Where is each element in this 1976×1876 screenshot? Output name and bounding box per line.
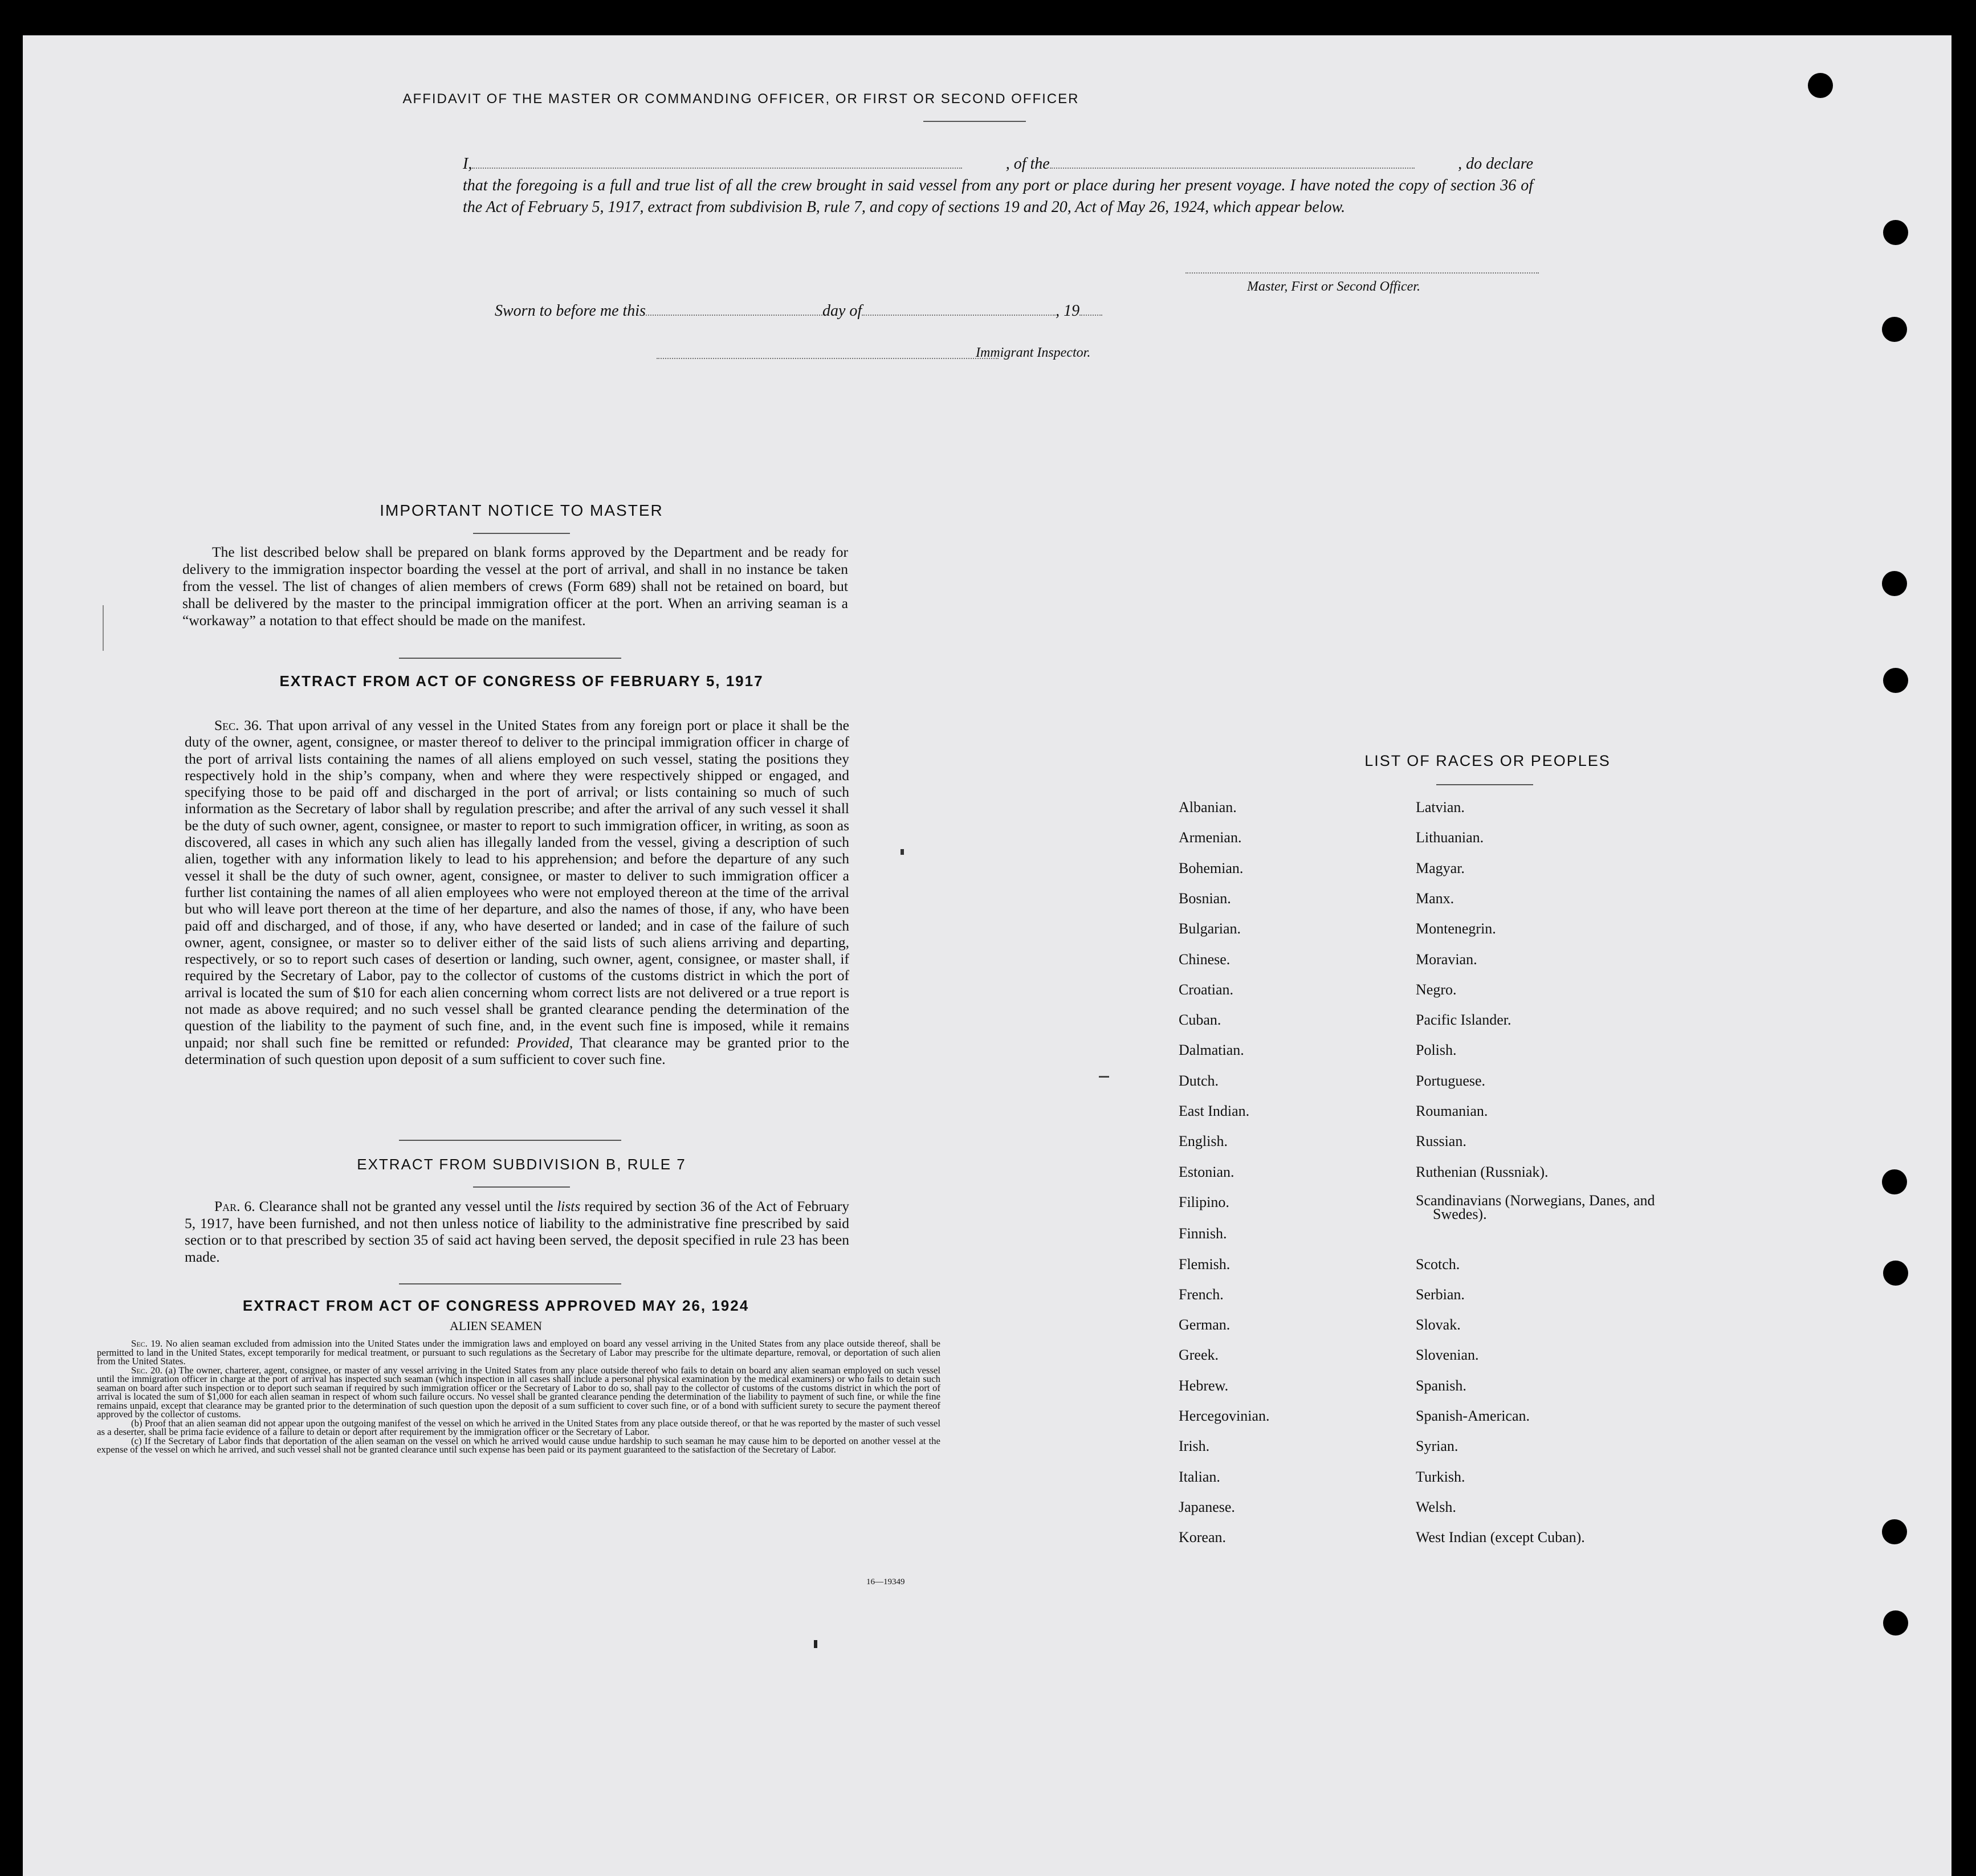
year-blank[interactable] <box>1079 315 1102 316</box>
extract-1917-title: EXTRACT FROM ACT OF CONGRESS OF FEBRUARY 5, 1917 <box>279 672 764 690</box>
sworn-line <box>495 302 1102 320</box>
binder-hole <box>1882 1169 1907 1194</box>
binder-hole <box>1883 1610 1908 1636</box>
sworn-label: Sworn to before me this <box>495 302 646 320</box>
of-the-label: , of the <box>1005 155 1050 173</box>
notice-body: The list described below shall be prepared on blank forms approved by the Department and be ready for delivery to the immigration inspector boarding the vessel at the port of arrival, and shall in no instance be taken from the vessel. The list of changes of alien members of crews (Form 689) shall not be retained on board, but shall be delivered by the master to the principal immigration officer at the port. When an arriving seaman is a “workaway” a notation to that effect should be made on the manifest. <box>182 544 848 629</box>
race-item: Bulgarian. <box>1179 920 1241 937</box>
race-item: Negro. <box>1416 981 1457 998</box>
race-item: Cuban. <box>1179 1012 1221 1029</box>
section-36-body: That upon arrival of any vessel in the United States from any foreign port or place it shall be the duty of the owner, agent, consignee, or master thereof to deliver to the principal immigration officer in charge of the port of arrival lists containing the names of all aliens employed on such vessel, stating the positions they respectively hold in the ship’s company, when and where they were respectively shipped or engaged, and specifying those to be paid off and discharged in the port of arrival; or lists containing so much of such information as the Secretary of labor shall by regulation prescribe; and after the arrival of any such vessel it shall be the duty of such owner, agent, consignee, or master to report to such immigration officer, in writing, as soon as discovered, all cases in which any such alien has illegally landed from the vessel, giving a description of such alien, together with any information likely to lead to his apprehension; and before the departure of any such vessel it shall be the duty of such owner, agent, consignee, or master to deliver to such immigration officer a further list containing the names of all alien employees who were not employed thereon at the time of the arrival but who will leave port thereon at the time of her departure, and also the names of those, if any, who have been paid off and discharged, and of those, if any, who have deserted or landed; and in case of the failure of such owner, agent, consignee, or master so to deliver either of the said lists of such aliens arriving and departing, respectively, or so to report such cases of desertion or landing, such owner, agent, consignee, or master shall, if required by the Secretary of Labor, pay to the collector of customs of the customs district in which the port of arrival is located the sum of $10 for each alien concerning whom correct lists are not delivered or a true report is not made as above required; and no such vessel shall be granted clearance pending the determination of the question of the liability to the payment of such fine, and, in the event such fine is imposed, while it remains unpaid; nor shall such fine be remitted or refunded: <box>185 717 849 1051</box>
form-number: 16—19349 <box>866 1577 905 1587</box>
alien-seamen-subtitle: ALIEN SEAMEN <box>450 1319 542 1333</box>
section-20b: (b) Proof that an alien seaman did not appear upon the outgoing manifest of the vessel on which he arrived in the United States from any place outside thereof, or that he was reported by the master of such vessel as a deserter, shall be prima facie evidence of a failure to detain or deport after requirement by the immigration officer or the Secretary of Labor. <box>97 1417 940 1437</box>
race-item: Russian. <box>1416 1133 1466 1150</box>
paragraph-6-text <box>185 1198 849 1265</box>
binder-hole <box>1883 220 1908 245</box>
race-item: English. <box>1179 1133 1228 1150</box>
race-item: Latvian. <box>1416 799 1465 815</box>
divider <box>399 1140 621 1141</box>
section-19-label: Sec. 19. <box>131 1338 163 1349</box>
section-20a-body: (a) The owner, charterer, agent, consignee, or master of any vessel arriving in the United States from any place outside thereof who fails to detain on board any alien seaman employed on such vessel until the immigration officer in charge at the port of arrival has inspected such seaman (which inspection in all cases shall include a personal physical examination by the medical examiners) or who fails to detain such seaman on board after such inspection or to deport such seaman if required by such immigration officer or the Secretary of Labor to do so, shall pay to the collector of customs of the customs district in which the port of arrival is located the sum of $1,000 for each alien seaman in respect of whom such failure occurs. No vessel shall be granted clearance pending the determination of the liability to payment of such fine, or while the fine remains unpaid, except that clearance may be granted prior to the determination of such question upon the deposit of a sum sufficient to cover such fine, or of a bond with sufficient surety to secure the payment thereof approved by the collector of customs. <box>97 1364 940 1420</box>
scan-mark <box>901 849 904 855</box>
race-item: Turkish. <box>1416 1468 1465 1485</box>
race-item: East Indian. <box>1179 1103 1250 1119</box>
race-item: West Indian (except Cuban). <box>1416 1529 1585 1546</box>
divider <box>473 1186 570 1188</box>
binder-hole <box>1808 73 1833 98</box>
race-item: Serbian. <box>1416 1286 1465 1303</box>
section-19-body: No alien seaman excluded from admission into the United States under the immigration laws and employed on board any vessel arriving in the United States from any place outside thereof, shall be permitted to land in the United States, except temporarily for medical treatment, or pursuant to such regulations as the Secretary of Labor may prescribe for the ultimate departure, removal, or deportation of such alien from the United States. <box>97 1338 940 1367</box>
affidavit-body: that the foregoing is a full and true list of all the crew brought in said vessel from any port or place during her present voyage. I have noted the copy of section 36 of the Act of February 5, 1917, extract from subdivision B, rule 7, and copy of sections 19 and 20, Act of May 26, 1924, which appear below. <box>463 177 1533 216</box>
master-signature-line[interactable] <box>1185 272 1539 274</box>
affidavit-declaration <box>463 153 1533 218</box>
extract-1924-title: EXTRACT FROM ACT OF CONGRESS APPROVED MAY 26, 1924 <box>242 1297 749 1314</box>
race-item: French. <box>1179 1286 1224 1303</box>
binder-hole <box>1883 1261 1908 1286</box>
document-page <box>23 35 1951 1876</box>
race-item: Filipino. <box>1179 1193 1229 1210</box>
race-item: Armenian. <box>1179 829 1242 846</box>
lists-word: lists <box>557 1198 581 1214</box>
scan-mark <box>1099 1076 1109 1078</box>
race-item: Welsh. <box>1416 1498 1456 1515</box>
race-item: Bosnian. <box>1179 890 1231 907</box>
race-item: Greek. <box>1179 1347 1219 1364</box>
race-item: Moravian. <box>1416 951 1477 968</box>
race-item: Dalmatian. <box>1179 1042 1244 1059</box>
race-item: Magyar. <box>1416 859 1465 876</box>
binder-hole <box>1882 317 1907 342</box>
race-item: German. <box>1179 1316 1231 1333</box>
day-blank[interactable] <box>646 315 822 316</box>
race-item: Estonian. <box>1179 1163 1235 1180</box>
race-item: Montenegrin. <box>1416 920 1496 937</box>
section-20a <box>97 1366 940 1419</box>
race-item: Chinese. <box>1179 951 1231 968</box>
notice-title: IMPORTANT NOTICE TO MASTER <box>380 501 663 519</box>
sections-19-20-text <box>97 1339 940 1454</box>
race-item: Hebrew. <box>1179 1377 1229 1394</box>
race-item: Dutch. <box>1179 1072 1219 1089</box>
race-item: Scandinavians (Norwegians, Danes, and Swedes). <box>1416 1192 1655 1222</box>
master-signature-caption: Master, First or Second Officer. <box>1247 279 1420 294</box>
binder-hole <box>1882 571 1907 596</box>
race-item: Spanish-American. <box>1416 1408 1530 1424</box>
inspector-signature-line[interactable] <box>657 358 999 359</box>
name-blank[interactable] <box>472 168 962 169</box>
races-title: LIST OF RACES OR PEOPLES <box>1364 752 1611 769</box>
inspector-caption: Immigrant Inspector. <box>976 345 1091 360</box>
race-item: Slovenian. <box>1416 1347 1479 1364</box>
section-20-label: Sec. 20. <box>131 1364 162 1376</box>
section-19 <box>97 1339 940 1366</box>
race-item: Italian. <box>1179 1468 1220 1485</box>
binder-hole <box>1882 1519 1907 1544</box>
divider <box>1436 784 1533 785</box>
divider <box>473 533 570 534</box>
race-item: Lithuanian. <box>1416 829 1484 846</box>
race-item: Hercegovinian. <box>1179 1408 1270 1424</box>
scan-mark <box>103 605 106 651</box>
scan-mark <box>814 1640 817 1648</box>
race-item: Japanese. <box>1179 1498 1235 1515</box>
do-declare-label: , do declare <box>1458 155 1533 173</box>
race-item: Spanish. <box>1416 1377 1466 1394</box>
race-item: Scotch. <box>1416 1255 1460 1273</box>
subdivision-b-title: EXTRACT FROM SUBDIVISION B, RULE 7 <box>357 1156 686 1173</box>
section-20c: (c) If the Secretary of Labor finds that deportation of the alien seaman on the vessel on which he arrived would cause undue hardship to such seaman he may cause him to be deported on another vessel at the expense of the vessel on which he arrived, and such vessel shall not be granted clearance until such expense has been paid or its payment guaranteed to the satisfaction of the Secretary of Labor. <box>97 1435 940 1455</box>
race-item: Flemish. <box>1179 1255 1231 1273</box>
race-item: Bohemian. <box>1179 859 1244 876</box>
race-item: Roumanian. <box>1416 1103 1488 1119</box>
race-item: Syrian. <box>1416 1438 1458 1455</box>
vessel-blank[interactable] <box>1050 168 1415 169</box>
race-item: Finnish. <box>1179 1225 1227 1242</box>
affidavit-first-line <box>463 153 1533 175</box>
race-item: Polish. <box>1416 1042 1457 1059</box>
i-label: I, <box>463 155 472 173</box>
provided-word: Provided, <box>516 1034 573 1051</box>
race-item: Irish. <box>1179 1438 1210 1455</box>
paragraph-6-body-end: required by section 36 of the Act of February 5, 1917, have been furnished, and not then unless notice of liability to the administrative fine prescribed by said section or to that prescribed by section 35 of said act having been served, the deposit specified in rule 23 has been made. <box>185 1198 850 1265</box>
race-item: Portuguese. <box>1416 1072 1486 1089</box>
race-item: Albanian. <box>1179 799 1237 815</box>
race-item: Korean. <box>1179 1529 1227 1546</box>
section-36-label: Sec. 36. <box>214 717 262 733</box>
month-blank[interactable] <box>862 315 1056 316</box>
race-item: Croatian. <box>1179 981 1234 998</box>
section-36-text <box>185 717 849 1067</box>
day-of-label: day of <box>822 302 862 320</box>
paragraph-6-label: Par. 6. <box>214 1198 255 1214</box>
divider <box>923 121 1026 122</box>
binder-hole <box>1883 668 1908 693</box>
divider <box>399 1283 621 1284</box>
race-item: Pacific Islander. <box>1416 1012 1511 1029</box>
race-item: Ruthenian (Russniak). <box>1416 1163 1549 1180</box>
race-item: Manx. <box>1416 890 1455 907</box>
affidavit-title: AFFIDAVIT OF THE MASTER OR COMMANDING OFFICER, OR FIRST OR SECOND OFFICER <box>402 91 1079 107</box>
race-item: Slovak. <box>1416 1316 1461 1333</box>
paragraph-6-body: Clearance shall not be granted any vessel until the <box>259 1198 553 1214</box>
divider <box>399 658 621 659</box>
section-36-body-end: That clearance may be granted prior to the determination of such question upon deposit of a sum sufficient to cover such fine. <box>185 1034 849 1067</box>
year-label: , 19 <box>1056 302 1080 320</box>
